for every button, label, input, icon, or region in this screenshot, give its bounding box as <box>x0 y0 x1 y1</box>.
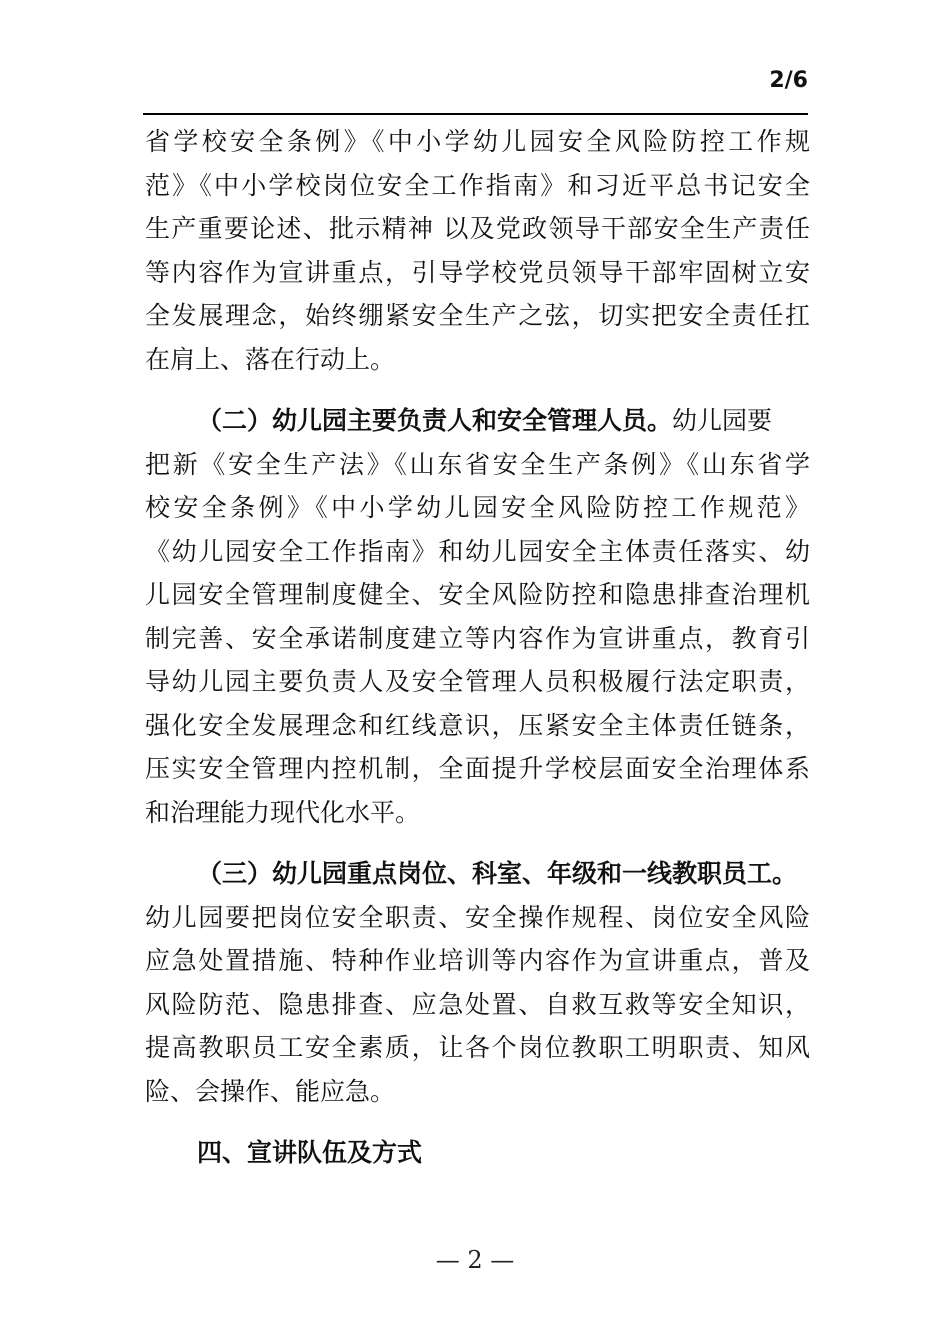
paragraph-2-first-line-rest: 幼儿园要 <box>672 406 773 435</box>
text-line: 范》《中小学校岗位安全工作指南》和习近平总书记安全 <box>145 170 810 200</box>
text-line: 应急处置措施、特种作业培训等内容作为宣讲重点，普及 <box>145 946 810 975</box>
text-line: 幼儿园要把岗位安全职责、安全操作规程、岗位安全风险 <box>145 902 810 932</box>
text-line: 全发展理念，始终绷紧安全生产之弦，切实把安全责任扛 <box>145 301 810 330</box>
text-line: 压实安全管理内控机制，全面提升学校层面安全治理体系 <box>145 754 810 783</box>
text-line: 导幼儿园主要负责人及安全管理人员积极履行法定职责， <box>145 667 810 696</box>
text-line: 把新《安全生产法》《山东省安全生产条例》《山东省学 <box>145 449 810 479</box>
paragraph-2-first-line <box>145 401 810 445</box>
text-line: 风险防范、隐患排查、应急处置、自救互救等安全知识， <box>145 989 810 1019</box>
text-line: 提高教职员工安全素质，让各个岗位教职工明职责、知风 <box>145 1033 810 1062</box>
text-line: 制完善、安全承诺制度建立等内容作为宣讲重点，教育引 <box>145 623 810 653</box>
page-number-footer: — 2 — <box>435 1246 515 1274</box>
text-line: 强化安全发展理念和红线意识，压紧安全主体责任链条， <box>145 710 810 740</box>
document-body <box>145 122 810 1177</box>
text-line: 《幼儿园安全工作指南》和幼儿园安全主体责任落实、幼 <box>145 536 810 566</box>
page-counter: 2/6 <box>769 68 808 93</box>
text-line: 在肩上、落在行动上。 <box>145 344 396 374</box>
text-line: 等内容作为宣讲重点，引导学校党员领导干部牢固树立安 <box>145 257 810 287</box>
paragraph-2 <box>145 401 810 836</box>
text-line: 儿园安全管理制度健全、安全风险防控和隐患排查治理机 <box>145 580 810 609</box>
text-line: 校安全条例》《中小学幼儿园安全风险防控工作规范》 <box>145 493 810 522</box>
text-line: 省学校安全条例》《中小学幼儿园安全风险防控工作规 <box>145 127 810 156</box>
section-4-heading: 四、宣讲队伍及方式 <box>197 1138 423 1167</box>
header-rule <box>143 113 808 115</box>
paragraph-2-heading: （二）幼儿园主要负责人和安全管理人员。 <box>197 406 673 435</box>
text-line: 和治理能力现代化水平。 <box>145 797 421 827</box>
text-line: 险、会操作、能应急。 <box>145 1076 396 1106</box>
paragraph-1 <box>145 122 810 383</box>
paragraph-3 <box>145 854 810 1115</box>
text-line: 生产重要论述、批示精神 以及党政领导干部安全生产责任 <box>145 214 810 243</box>
paragraph-3-heading: （三）幼儿园重点岗位、科室、年级和一线教职员工。 <box>197 859 798 888</box>
